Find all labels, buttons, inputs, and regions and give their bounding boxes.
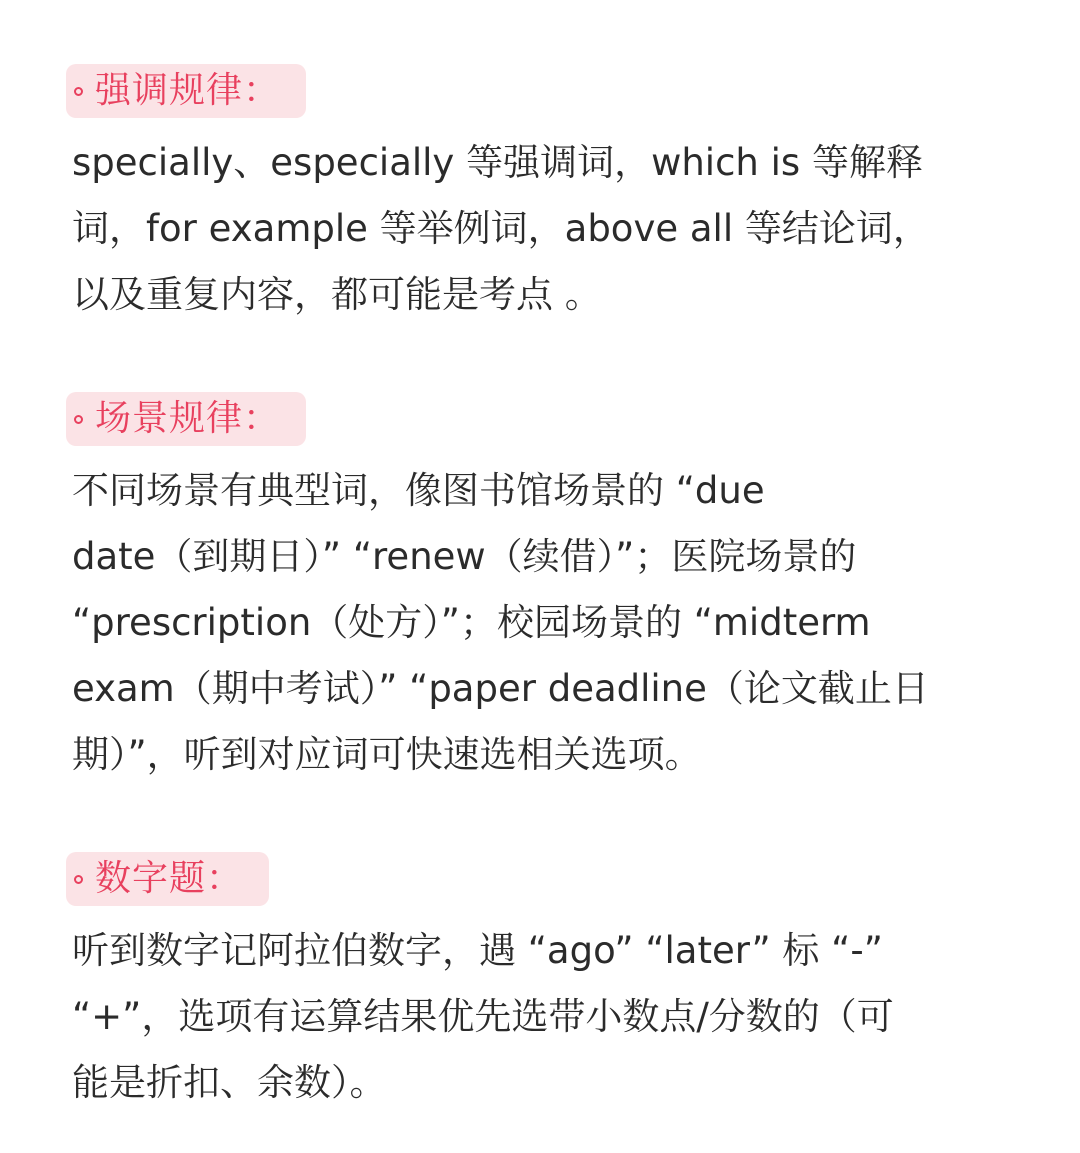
body-line: “prescription（处方）”；校园场景的 “midterm xyxy=(72,601,871,644)
section-heading xyxy=(66,852,269,906)
bullet-icon xyxy=(74,875,83,884)
body-line: “+”，选项有运算结果优先选带小数点/分数的（可 xyxy=(72,995,894,1038)
heading-text: 数字题： xyxy=(95,858,244,899)
bullet-icon xyxy=(74,415,83,424)
body-line: 听到数字记阿拉伯数字，遇 “ago” “later” 标 “-” xyxy=(72,929,883,972)
section-heading xyxy=(66,64,306,118)
body-line: exam（期中考试）” “paper deadline（论文截止日 xyxy=(72,667,929,710)
body-line: 能是折扣、余数）。 xyxy=(72,1061,387,1104)
heading-text: 场景规律： xyxy=(95,398,281,439)
section-body xyxy=(72,130,1012,328)
body-line: 不同场景有典型词，像图书馆场景的 “due xyxy=(72,469,765,512)
heading-text: 强调规律： xyxy=(95,70,281,111)
body-line: specially、especially 等强调词，which is 等解释 xyxy=(72,141,923,184)
body-line: 期）”，听到对应词可快速选相关选项。 xyxy=(72,733,702,776)
body-line: 词，for example 等举例词，above all 等结论词， xyxy=(72,207,930,250)
body-line: 以及重复内容，都可能是考点 。 xyxy=(72,273,602,316)
section-heading xyxy=(66,392,306,446)
section-scene-rule xyxy=(72,392,1012,788)
section-body xyxy=(72,918,1012,1116)
bullet-icon xyxy=(74,87,83,96)
section-number-questions xyxy=(72,852,1012,1116)
section-body xyxy=(72,458,1012,788)
body-line: date（到期日）” “renew（续借）”；医院场景的 xyxy=(72,535,857,578)
section-emphasis-rule xyxy=(72,64,1012,328)
